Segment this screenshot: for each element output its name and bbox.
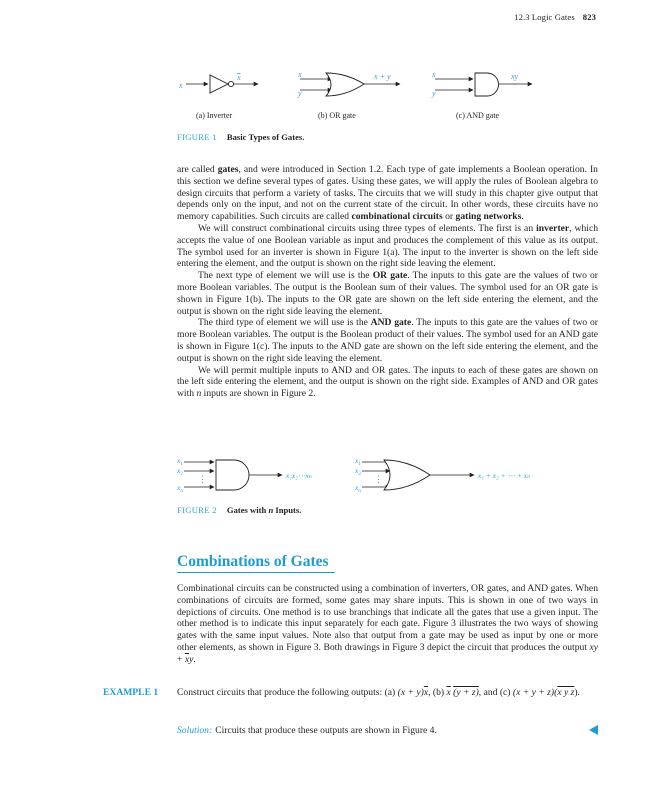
example-sep-b: , (b) [428, 687, 447, 698]
p3-text-a: The next type of element we will use is the [198, 270, 373, 282]
running-head-section: 12.3 Logic Gates [514, 12, 575, 22]
n-input-and-gate [176, 456, 312, 494]
p5-text-a: We will permit multiple inputs to AND and OR gates. The inputs to each of these gates are shown on the left side entering the element, and the output is shown on the right side. Examples of AND and OR gates with [177, 364, 598, 400]
paragraph-4 [177, 317, 598, 364]
paragraph-3 [177, 270, 598, 317]
example-expr-a1: (x + y) [397, 687, 424, 698]
p2-text-c: , which accepts the value of one Boolean variable as input and produces the complement of this value as its output. The symbol used for an inverter is shown in Figure 1(a). The input to the inverter is shown on the left side entering the element, and the output is shown on the right side leaving the element. [177, 222, 599, 270]
figure-2-title-end: Inputs. [273, 505, 302, 515]
or-output-label: x + y [374, 72, 391, 81]
or-n-input-2-label: $x_2$ [355, 466, 361, 477]
p1-text-c: , and were introduced in Section 1.2. Each type of gate implements a Boolean operation. In this section we define several types of gates. Using these gates, we will apply the rules of Boolean algebra to design circuits that perform a variety of tasks. The circuits that we will study in this chapter give output that depends only on the input, and not on the current state of the circuit. In other words, these circuits have no memory capabilities. Such circuits are called [177, 164, 598, 223]
section-text-end: . [193, 653, 196, 665]
inverter-input-label: x [179, 81, 183, 90]
page-number: 823 [582, 12, 596, 22]
section-expr-y: y [189, 653, 194, 665]
p4-text-c: . The inputs to this gate are the values of two or more Boolean variables. The output is the Boolean product of their values. The symbol used for an AND gate is shown in Figure 1(c). The inputs to the AND gate are shown on the left side entering the element, and the output is shown on the right side leaving the element. [177, 317, 598, 364]
example-expr-b2: (y + z) [453, 687, 479, 698]
example-sep-c: , and (c) [478, 687, 513, 698]
example-expr-c3: ) [574, 687, 578, 698]
and-n-input-n-label: $x_n$ [177, 483, 183, 494]
inverter-caption: (a) Inverter [196, 111, 233, 120]
and-gate-caption: (c) AND gate [456, 111, 500, 120]
and-input-y-label: y [432, 89, 436, 98]
p3-text-c: . The inputs to this gate are the values of two or more Boolean variables. The output is the Boolean sum of their values. The symbol used for an OR gate is shown in Figure 1(b). The inputs to the OR gate are shown on the left side entering the element, and the output is shown on the right side leaving the element. [177, 270, 598, 317]
n-input-or-gate [354, 456, 530, 494]
solution-text: Circuits that produce these outputs are shown in Figure 4. [215, 725, 437, 736]
inverter-gate [178, 73, 258, 93]
section-body-text [177, 583, 598, 666]
example-end: . [577, 687, 580, 698]
section-heading: Combinations of Gates [177, 553, 329, 570]
p1-term-combinational: combinational circuits [351, 211, 443, 223]
p5-var-n: n [196, 388, 202, 400]
solution-label: Solution: [177, 725, 213, 736]
paragraph-1 [177, 164, 598, 223]
or-n-output-label: x₁ + x₂ + ⋯ + xₙ [478, 471, 531, 480]
p1-text-g: . [521, 211, 524, 223]
and-input-x-label: x [432, 70, 436, 79]
inverter-output-label: x [237, 73, 241, 82]
figure-2-title: Gates with [226, 505, 269, 515]
example-expr-a2: $\overline{x}$ [423, 687, 429, 698]
or-gate [297, 70, 400, 98]
example-text [177, 687, 598, 699]
p1-text-e: or [442, 211, 456, 223]
or-n-input-dots: ⋮ [374, 474, 383, 484]
figure-2-diagram [0, 448, 648, 508]
or-input-x-label: x [298, 70, 302, 79]
p5-text-c: inputs are shown in Figure 2. [201, 388, 316, 400]
example-expr-b1: $\overline{x}$ [446, 687, 451, 698]
figure-1-label: FIGURE 1 [177, 132, 217, 142]
p2-text-a: We will construct combinational circuits using three types of elements. The first is an [198, 222, 537, 234]
body-text [177, 164, 598, 400]
p4-text-a: The third type of element we will use is the [198, 317, 371, 329]
figure-1-caption [177, 132, 304, 142]
figure-2-caption [177, 505, 301, 515]
section-expr-plus: + [177, 653, 185, 665]
example-label: EXAMPLE 1 [103, 687, 159, 698]
section-paragraph [177, 583, 598, 666]
figure-1-title: Basic Types of Gates. [226, 132, 305, 142]
or-n-input-1-label: $x_1$ [355, 456, 361, 467]
p1-term-gates: gates [217, 164, 239, 175]
section-expr-xy: xy [589, 641, 598, 653]
or-input-y-label: y [298, 89, 302, 98]
section-expr-xbar: $\overline{x}$ [184, 653, 190, 665]
and-output-label: xy [511, 72, 519, 81]
or-n-input-n-label: $x_n$ [355, 483, 361, 494]
end-of-example-marker-icon [589, 725, 598, 735]
paragraph-5 [177, 365, 598, 400]
p4-term-and: AND gate [370, 317, 412, 329]
solution-line [177, 725, 598, 736]
figure-2-title-var: n [268, 505, 274, 515]
and-gate [431, 70, 532, 98]
and-n-input-1-label: $x_1$ [177, 456, 183, 467]
or-gate-caption: (b) OR gate [318, 111, 356, 120]
and-n-input-dots: ⋮ [198, 474, 207, 484]
section-heading-rule [177, 572, 335, 573]
p2-term-inverter: inverter [536, 222, 570, 234]
and-n-output-label: x₁x₂⋯xₙ [286, 471, 312, 480]
example-text-a: Construct circuits that produce the following outputs: (a) [177, 687, 398, 698]
figure-2-label: FIGURE 2 [177, 505, 217, 515]
example-expr-c2: x y z [557, 687, 575, 698]
p3-term-or: OR gate [372, 270, 408, 282]
p1-term-gating: gating networks [455, 211, 522, 223]
section-text-a: Combinational circuits can be constructed using a combination of inverters, OR gates, and AND gates. When combinations of circuits are formed, some gates may share inputs. This is shown in one of two ways in depictions of circuits. One method is to use branchings that indicate all the gates that use a given input. The other method is to indicate this input separately for each gate. Figure 3 illustrates the two ways of showing gates with the same input values. Note also that output from a gate may be used as input by one or more other elements, as shown in Figure 3. Both drawings in Figure 3 depict the circuit that produces the output [177, 583, 598, 653]
and-n-input-2-label: $x_2$ [177, 466, 183, 477]
example-expr-c1: (x + y + z)( [512, 687, 558, 698]
paragraph-2 [177, 223, 598, 270]
p1-text-a: are called [177, 164, 218, 175]
